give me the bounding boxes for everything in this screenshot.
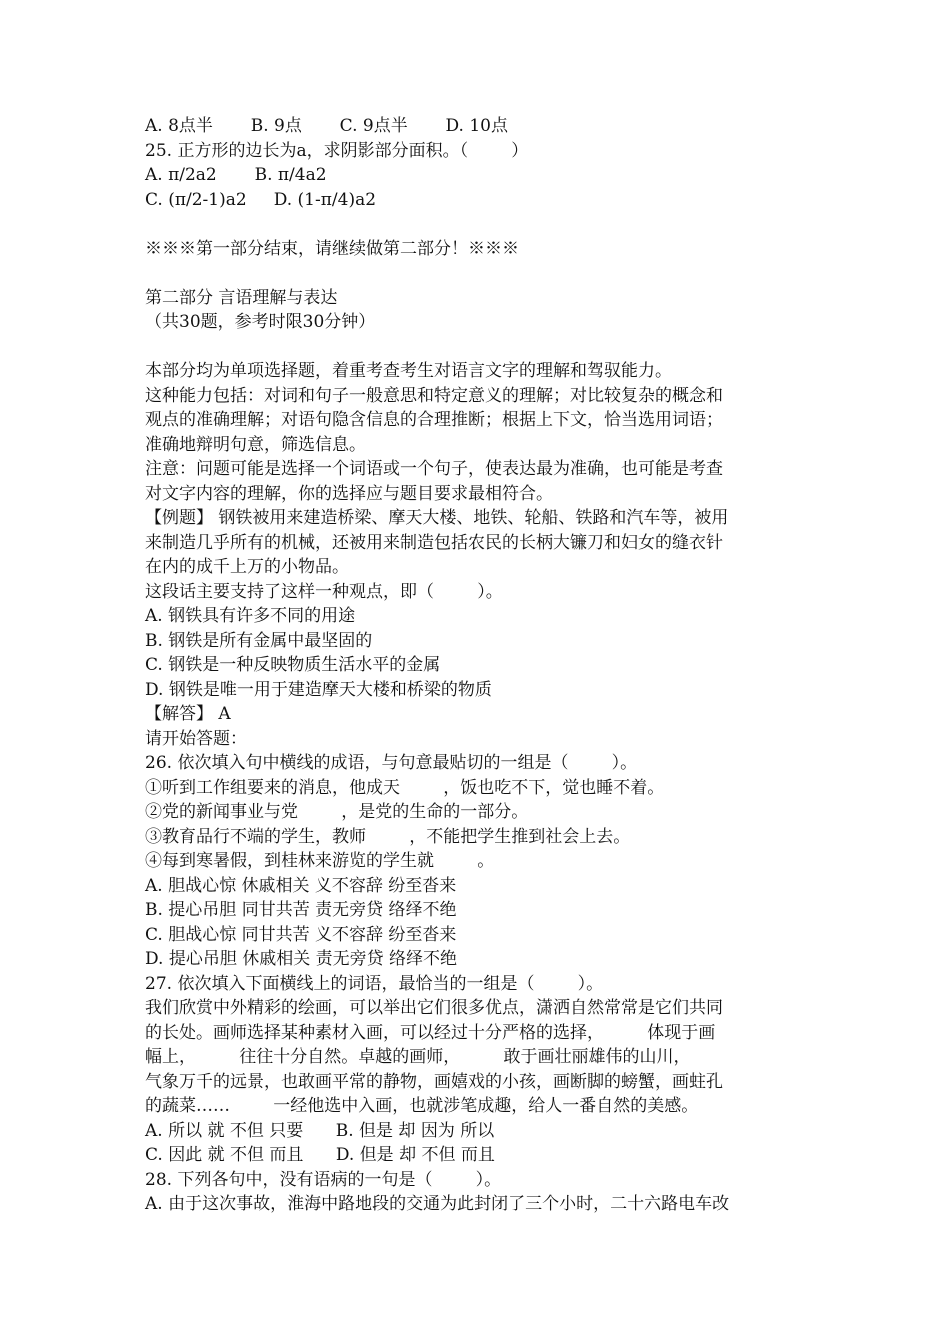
text-line: 【例题】 钢铁被用来建造桥梁、摩天大楼、地铁、轮船、铁路和汽车等，被用 bbox=[145, 508, 729, 528]
text-line: 27. 依次填入下面横线上的词语，最恰当的一组是（ ）。 bbox=[145, 973, 604, 994]
text-line: A. 由于这次事故，淮海中路地段的交通为此封闭了三个小时，二十六路电车改 bbox=[145, 1194, 730, 1214]
text-line: A. 所以 就 不但 只要 B. 但是 却 因为 所以 bbox=[145, 1120, 495, 1141]
text-line: 25. 正方形的边长为a，求阴影部分面积。（ ） bbox=[145, 140, 529, 161]
text-line: B. 提心吊胆 同甘共苦 责无旁贷 络绎不绝 bbox=[145, 900, 457, 920]
text-line: ④每到寒暑假，到桂林来游览的学生就 。 bbox=[145, 851, 495, 871]
text-line: C. 胆战心惊 同甘共苦 义不容辞 纷至沓来 bbox=[145, 924, 457, 945]
text-line: A. 8点半 B. 9点 C. 9点半 D. 10点 bbox=[145, 116, 508, 136]
text-line: 对文字内容的理解，你的选择应与题目要求最相符合。 bbox=[145, 483, 553, 504]
text-line: ※※※第一部分结束，请继续做第二部分！※※※ bbox=[145, 238, 519, 259]
text-line: C. (π/2-1)a2 D. (1-π/4)a2 bbox=[145, 189, 377, 210]
text-line: 我们欣赏中外精彩的绘画，可以举出它们很多优点，潇洒自然常常是它们共同 bbox=[145, 998, 723, 1018]
text-line: 幅上， 往往十分自然。卓越的画师， 敢于画壮丽雄伟的山川， bbox=[145, 1047, 691, 1067]
text-line: 准确地辩明句意，筛选信息。 bbox=[145, 434, 366, 455]
text-line: B. 钢铁是所有金属中最坚固的 bbox=[145, 630, 373, 651]
text-line: 26. 依次填入句中横线的成语，与句意最贴切的一组是（ ）。 bbox=[145, 753, 638, 773]
text-line: ①听到工作组要来的消息，他成天 ，饭也吃不下，觉也睡不着。 bbox=[145, 777, 665, 798]
blank-line bbox=[145, 261, 845, 286]
document-page bbox=[145, 114, 845, 1217]
text-line: D. 钢铁是唯一用于建造摩天大楼和桥梁的物质 bbox=[145, 679, 492, 700]
text-line: 【解答】 A bbox=[145, 704, 231, 724]
text-line: （共30题，参考时限30分钟） bbox=[145, 312, 376, 332]
text-line: 请开始答题： bbox=[145, 728, 247, 749]
text-line: 第二部分 言语理解与表达 bbox=[145, 287, 338, 308]
text-line: 这段话主要支持了这样一种观点，即（ ）。 bbox=[145, 581, 503, 602]
text-line: 的蔬菜…… 一经他选中入画，也就涉笔成趣，给人一番自然的美感。 bbox=[145, 1096, 699, 1116]
text-line: A. 胆战心惊 休戚相关 义不容辞 纷至沓来 bbox=[145, 875, 457, 896]
text-line: 气象万千的远景，也敢画平常的静物，画嬉戏的小孩，画断脚的螃蟹，画蛀孔 bbox=[145, 1071, 723, 1092]
text-line: 来制造几乎所有的机械，还被用来制造包括农民的长柄大镰刀和妇女的缝衣针 bbox=[145, 532, 723, 553]
text-line: 观点的准确理解；对语句隐含信息的合理推断；根据上下文，恰当选用词语； bbox=[145, 410, 723, 430]
text-line: D. 提心吊胆 休戚相关 责无旁贷 络绎不绝 bbox=[145, 949, 458, 969]
text-line: 注意：问题可能是选择一个词语或一个句子，使表达最为准确，也可能是考查 bbox=[145, 459, 723, 479]
text-line: C. 钢铁是一种反映物质生活水平的金属 bbox=[145, 655, 441, 675]
text-line: 本部分均为单项选择题，着重考查考生对语言文字的理解和驾驭能力。 bbox=[145, 361, 672, 381]
text-line: 28. 下列各句中，没有语病的一句是（ ）。 bbox=[145, 1169, 502, 1190]
text-line: 在内的成千上万的小物品。 bbox=[145, 557, 349, 577]
blank-line bbox=[145, 335, 845, 360]
blank-line bbox=[145, 212, 845, 237]
text-line: ③教育品行不端的学生，教师 ，不能把学生推到社会上去。 bbox=[145, 826, 631, 847]
text-line: 的长处。画师选择某种素材入画，可以经过十分严格的选择， 体现于画 bbox=[145, 1022, 716, 1043]
text-line: ②党的新闻事业与党 ，是党的生命的一部分。 bbox=[145, 802, 529, 822]
text-line: C. 因此 就 不但 而且 D. 但是 却 不但 而且 bbox=[145, 1145, 495, 1165]
text-line: 这种能力包括：对词和句子一般意思和特定意义的理解；对比较复杂的概念和 bbox=[145, 385, 723, 406]
text-line: A. 钢铁具有许多不同的用途 bbox=[145, 606, 356, 626]
text-line: A. π/2a2 B. π/4a2 bbox=[145, 165, 327, 185]
